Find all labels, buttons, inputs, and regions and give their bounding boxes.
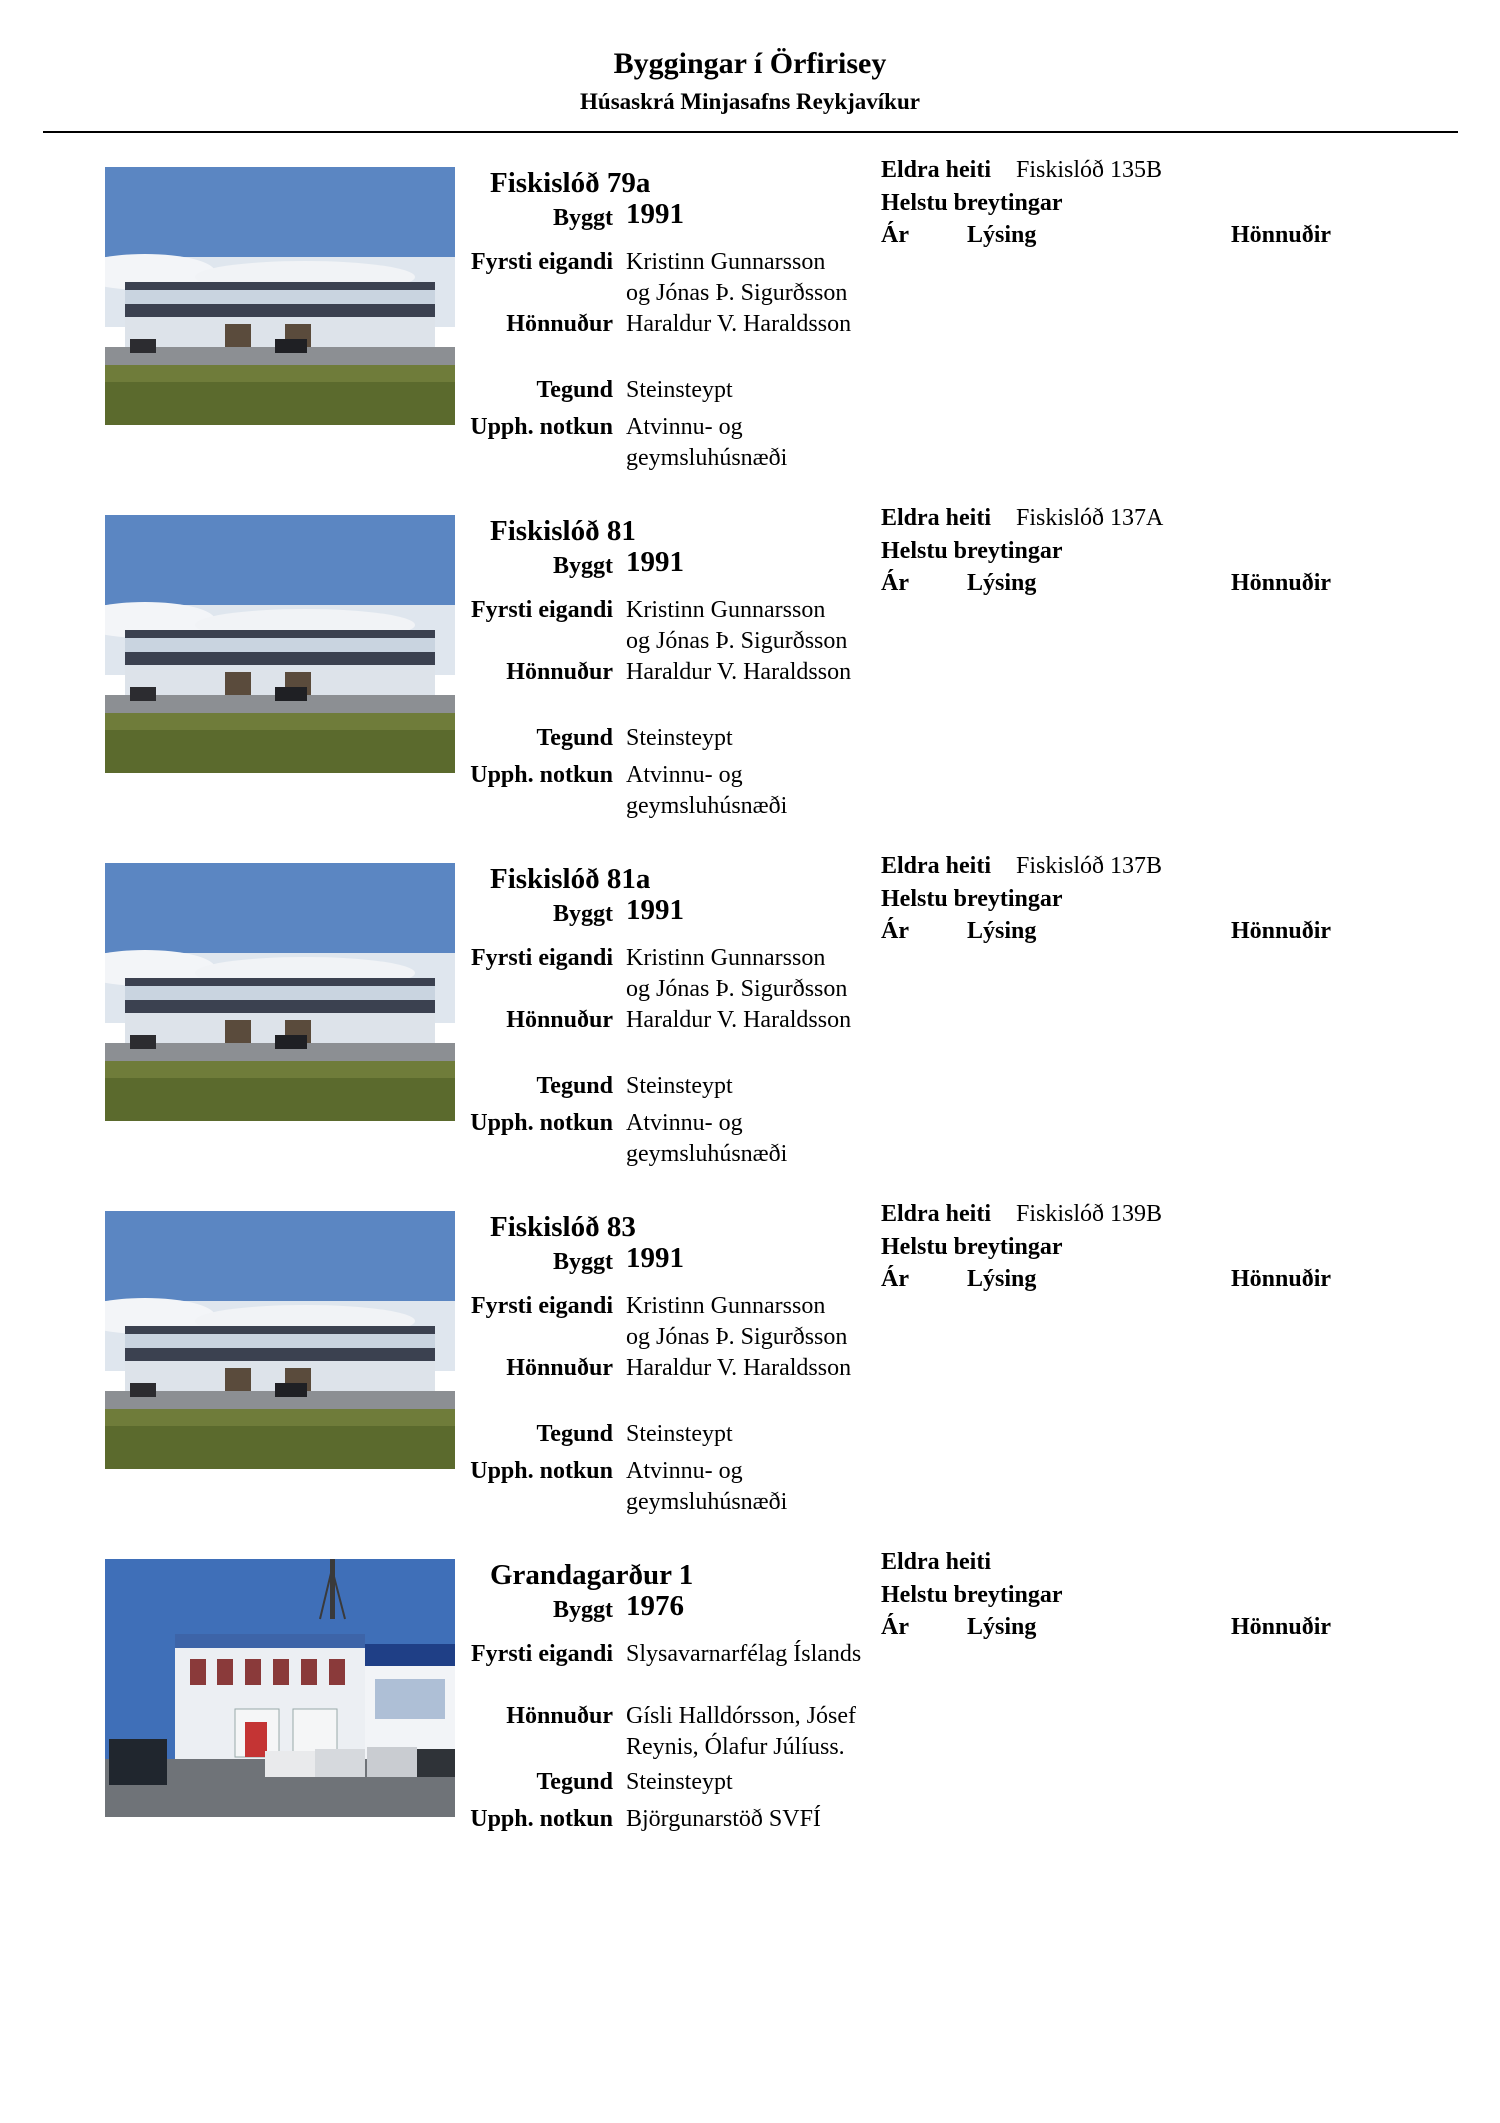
built-year: 1991	[626, 198, 684, 230]
designer-label: Hönnuður	[506, 659, 613, 685]
year-header: Ár	[881, 1614, 909, 1640]
designer-value: Haraldur V. Haraldsson	[626, 1007, 852, 1033]
year-header: Ár	[881, 918, 909, 944]
original-use-value-cont: geymsluhúsnæði	[626, 445, 788, 471]
type-value: Steinsteypt	[626, 1421, 733, 1447]
description-header: Lýsing	[967, 1266, 1037, 1292]
designers-header: Hönnuðir	[1231, 1266, 1332, 1292]
first-owner-value-cont: og Jónas Þ. Sigurðsson	[626, 628, 848, 654]
first-owner-label: Fyrsti eigandi	[471, 597, 613, 623]
building-record	[0, 1544, 1500, 1889]
page-title: Byggingar í Örfirisey	[613, 47, 887, 80]
building-record	[0, 1196, 1500, 1541]
designers-header: Hönnuðir	[1231, 1614, 1332, 1640]
original-use-value: Atvinnu- og	[626, 414, 743, 440]
original-use-label: Upph. notkun	[470, 414, 613, 440]
original-use-label: Upph. notkun	[470, 1110, 613, 1136]
original-use-value: Atvinnu- og	[626, 1458, 743, 1484]
first-owner-value: Kristinn Gunnarsson	[626, 597, 826, 623]
first-owner-value-cont: og Jónas Þ. Sigurðsson	[626, 1324, 848, 1350]
building-record	[0, 848, 1500, 1193]
original-use-value: Atvinnu- og	[626, 1110, 743, 1136]
main-changes-label: Helstu breytingar	[881, 886, 1063, 912]
designer-value: Haraldur V. Haraldsson	[626, 1355, 852, 1381]
type-label: Tegund	[536, 1421, 613, 1447]
first-owner-value-cont: og Jónas Þ. Sigurðsson	[626, 280, 848, 306]
built-label: Byggt	[553, 1249, 613, 1275]
description-header: Lýsing	[967, 222, 1037, 248]
original-use-value-cont: geymsluhúsnæði	[626, 1489, 788, 1515]
built-year: 1976	[626, 1590, 684, 1622]
designer-label: Hönnuður	[506, 1007, 613, 1033]
building-record	[0, 500, 1500, 845]
original-use-label: Upph. notkun	[470, 1458, 613, 1484]
original-use-value-cont: geymsluhúsnæði	[626, 1141, 788, 1167]
type-value: Steinsteypt	[626, 725, 733, 751]
former-name-label: Eldra heiti	[881, 157, 992, 183]
building-address: Fiskislóð 83	[490, 1211, 636, 1243]
year-header: Ár	[881, 1266, 909, 1292]
type-label: Tegund	[536, 725, 613, 751]
year-header: Ár	[881, 222, 909, 248]
built-label: Byggt	[553, 205, 613, 231]
designers-header: Hönnuðir	[1231, 222, 1332, 248]
designers-header: Hönnuðir	[1231, 918, 1332, 944]
designer-value-cont: Reynis, Ólafur Júlíuss.	[626, 1734, 845, 1760]
building-photo	[105, 863, 455, 1121]
former-name-value: Fiskislóð 135B	[1016, 157, 1163, 183]
description-header: Lýsing	[967, 918, 1037, 944]
first-owner-label: Fyrsti eigandi	[471, 249, 613, 275]
building-address: Fiskislóð 81	[490, 515, 636, 547]
original-use-label: Upph. notkun	[470, 1806, 613, 1832]
original-use-label: Upph. notkun	[470, 762, 613, 788]
original-use-value: Atvinnu- og	[626, 762, 743, 788]
designer-label: Hönnuður	[506, 1355, 613, 1381]
designers-header: Hönnuðir	[1231, 570, 1332, 596]
description-header: Lýsing	[967, 1614, 1037, 1640]
designer-value: Haraldur V. Haraldsson	[626, 311, 852, 337]
built-label: Byggt	[553, 901, 613, 927]
first-owner-value: Kristinn Gunnarsson	[626, 1293, 826, 1319]
page-subtitle: Húsaskrá Minjasafns Reykjavíkur	[580, 89, 920, 114]
type-value: Steinsteypt	[626, 1769, 733, 1795]
original-use-value: Björgunarstöð SVFÍ	[626, 1806, 821, 1832]
building-address: Fiskislóð 79a	[490, 167, 651, 199]
building-address: Grandagarður 1	[490, 1559, 694, 1591]
former-name-label: Eldra heiti	[881, 1201, 992, 1227]
building-photo	[105, 1559, 455, 1817]
former-name-value: Fiskislóð 137A	[1016, 505, 1164, 531]
main-changes-label: Helstu breytingar	[881, 190, 1063, 216]
main-changes-label: Helstu breytingar	[881, 1234, 1063, 1260]
type-label: Tegund	[536, 377, 613, 403]
first-owner-label: Fyrsti eigandi	[471, 1293, 613, 1319]
year-header: Ár	[881, 570, 909, 596]
former-name-value: Fiskislóð 137B	[1016, 853, 1163, 879]
type-value: Steinsteypt	[626, 1073, 733, 1099]
header-rule	[43, 131, 1458, 133]
first-owner-label: Fyrsti eigandi	[471, 1641, 613, 1667]
building-record	[0, 152, 1500, 497]
first-owner-value-cont: og Jónas Þ. Sigurðsson	[626, 976, 848, 1002]
main-changes-label: Helstu breytingar	[881, 1582, 1063, 1608]
first-owner-label: Fyrsti eigandi	[471, 945, 613, 971]
former-name-label: Eldra heiti	[881, 1549, 992, 1575]
first-owner-value: Kristinn Gunnarsson	[626, 249, 826, 275]
building-photo	[105, 515, 455, 773]
built-label: Byggt	[553, 553, 613, 579]
building-photo	[105, 167, 455, 425]
type-label: Tegund	[536, 1769, 613, 1795]
description-header: Lýsing	[967, 570, 1037, 596]
first-owner-value: Slysavarnarfélag Íslands	[626, 1641, 862, 1667]
first-owner-value: Kristinn Gunnarsson	[626, 945, 826, 971]
building-photo	[105, 1211, 455, 1469]
built-year: 1991	[626, 1242, 684, 1274]
original-use-value-cont: geymsluhúsnæði	[626, 793, 788, 819]
built-year: 1991	[626, 894, 684, 926]
designer-value: Haraldur V. Haraldsson	[626, 659, 852, 685]
type-value: Steinsteypt	[626, 377, 733, 403]
designer-value: Gísli Halldórsson, Jósef	[626, 1703, 856, 1729]
former-name-value: Fiskislóð 139B	[1016, 1201, 1163, 1227]
built-year: 1991	[626, 546, 684, 578]
main-changes-label: Helstu breytingar	[881, 538, 1063, 564]
built-label: Byggt	[553, 1597, 613, 1623]
former-name-label: Eldra heiti	[881, 505, 992, 531]
designer-label: Hönnuður	[506, 1703, 613, 1729]
building-address: Fiskislóð 81a	[490, 863, 651, 895]
designer-label: Hönnuður	[506, 311, 613, 337]
former-name-label: Eldra heiti	[881, 853, 992, 879]
type-label: Tegund	[536, 1073, 613, 1099]
